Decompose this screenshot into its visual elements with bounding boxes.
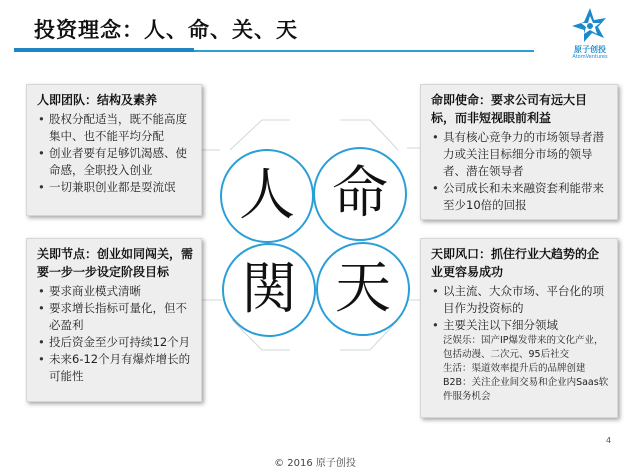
page-number: 4	[606, 436, 612, 445]
page-title: 投资理念：人、命、关、天	[34, 18, 298, 42]
list-item: • 未来6-12个月有爆炸增长的可能性	[37, 351, 193, 385]
atom-star-icon	[560, 6, 620, 46]
trend-bullet-list	[431, 283, 609, 334]
list-item: • 要求增长指标可量化，但不必盈利	[37, 300, 193, 334]
calligraphy-tian: 天	[316, 242, 410, 336]
trend-detail: 生活：渠道效率提升后的品牌创建	[443, 363, 586, 374]
mission-bullet-list	[431, 129, 609, 214]
milestone-bullet-list	[37, 283, 193, 385]
team-bullet-list	[37, 111, 193, 196]
calligraphy-ming: 命	[313, 147, 407, 241]
trend-box-title: 天即风口：抓住行业大趋势的企业更容易成功	[431, 247, 600, 279]
team-box-title: 人即团队：结构及素养	[37, 93, 158, 107]
mission-box	[420, 84, 618, 220]
list-item: • 以主流、大众市场、平台化的项目作为投资标的	[431, 283, 609, 317]
list-item: • 创业者要有足够饥渴感、使命感，全职投入创业	[37, 145, 193, 179]
logo-name: 原子创投	[574, 45, 606, 54]
team-box	[26, 84, 202, 216]
trend-detail: 泛娱乐：国产IP爆发带来的文化产业，包括动漫、二次元、95后社交	[443, 335, 604, 360]
logo-subtitle: AtomVentures	[572, 54, 608, 60]
milestone-box-title: 关即节点：创业如同闯关，需要一步一步设定阶段目标	[37, 247, 194, 279]
list-item: • 主要关注以下细分领域	[431, 317, 609, 334]
calligraphy-guan: 関	[222, 243, 316, 337]
list-item: • 公司成长和未来融资套利能带来至少10倍的回报	[431, 180, 609, 214]
list-item: • 股权分配适当，既不能高度集中、也不能平均分配	[37, 111, 193, 145]
list-item: • 要求商业模式清晰	[37, 283, 193, 300]
title-underline	[14, 50, 534, 52]
calligraphy-ren: 人	[220, 149, 314, 243]
list-item: • 投后资金至少可持续12个月	[37, 334, 193, 351]
mission-box-title: 命即使命：要求公司有远大目标，而非短视眼前利益	[431, 93, 588, 125]
list-item: • 具有核心竞争力的市场领导者潜力或关注目标细分市场的领导者、潜在领导者	[431, 129, 609, 180]
list-item: • 一切兼职创业都是耍流氓	[37, 179, 193, 196]
footer-copyright: © 2016 原子创投	[274, 458, 356, 469]
trend-detail: B2B：关注企业间交易和企业内Saas软件服务机会	[443, 377, 609, 402]
trend-box	[420, 238, 618, 418]
milestone-box	[26, 238, 202, 402]
company-logo	[560, 6, 620, 62]
